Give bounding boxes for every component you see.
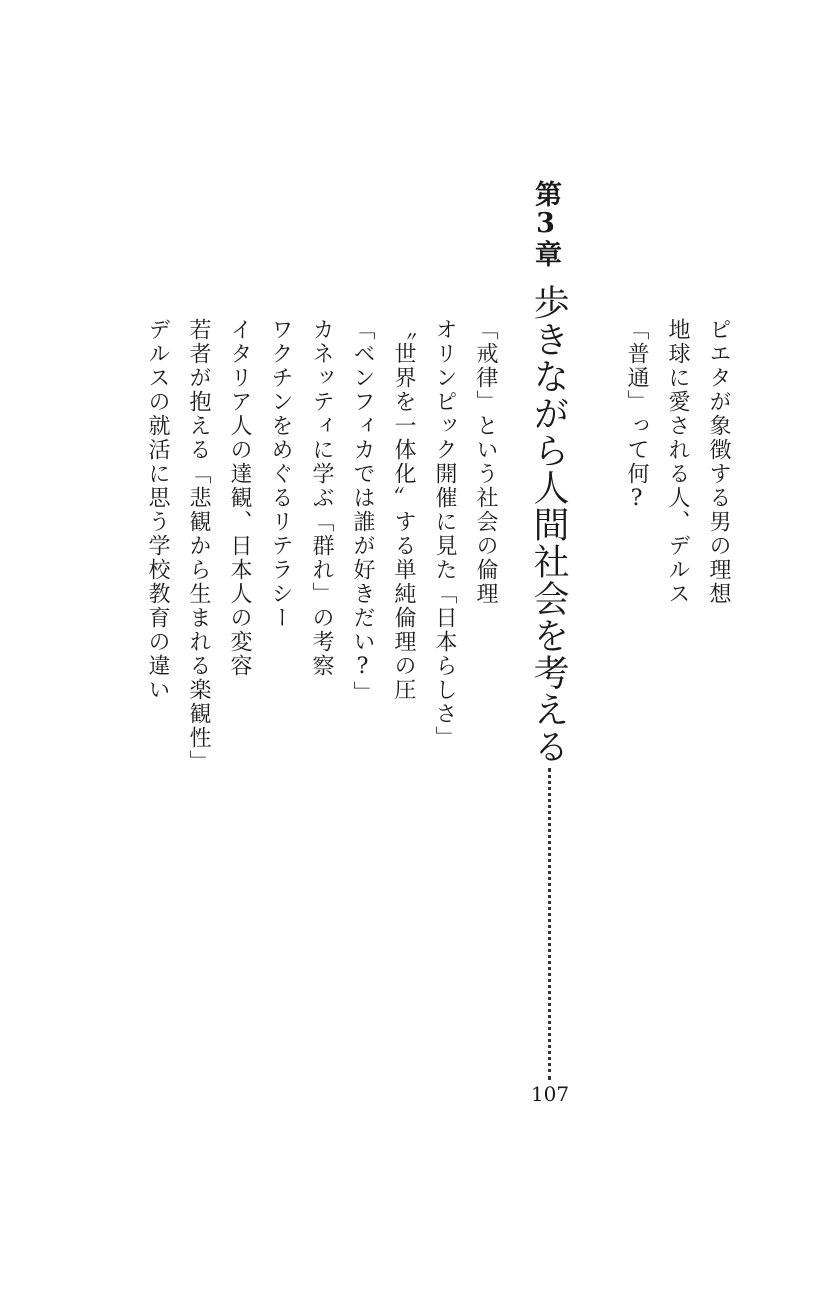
toc-item-education[interactable]: デルスの就活に思う学校教育の違い [145, 318, 170, 702]
toc-item-olympics[interactable]: オリンピック開催に見た「日本らしさ」 [432, 318, 457, 750]
toc-item-benfica[interactable]: 「ベンフィカでは誰が好きだい?」 [350, 318, 375, 705]
toc-item-youth[interactable]: 若者が抱える「悲観から生まれる楽観性」 [186, 318, 211, 774]
toc-item-normal[interactable]: 「普通」って何? [624, 318, 649, 513]
chapter-title[interactable]: 歩きながら人間社会を考える [528, 284, 569, 765]
toc-item-italians[interactable]: イタリア人の達観、日本人の変容 [227, 318, 252, 678]
toc-item-pieta[interactable]: ピエタが象徴する男の理想 [706, 318, 731, 606]
toc-item-canetti[interactable]: カネッティに学ぶ「群れ」の考察 [309, 318, 334, 678]
chapter-label: 第3章 [530, 180, 561, 268]
toc-item-vaccine[interactable]: ワクチンをめぐるリテラシー [268, 318, 293, 630]
toc-item-kairitsu[interactable]: 「戒律」という社会の倫理 [473, 318, 498, 606]
dot-leader [548, 768, 551, 1080]
toc-item-dersu-earth[interactable]: 地球に愛される人、デルス [665, 318, 690, 606]
chapter-page-number: 107 [530, 1082, 570, 1106]
toc-item-unify-world[interactable]: 〝世界を一体化〟する単純倫理の圧 [391, 318, 416, 702]
